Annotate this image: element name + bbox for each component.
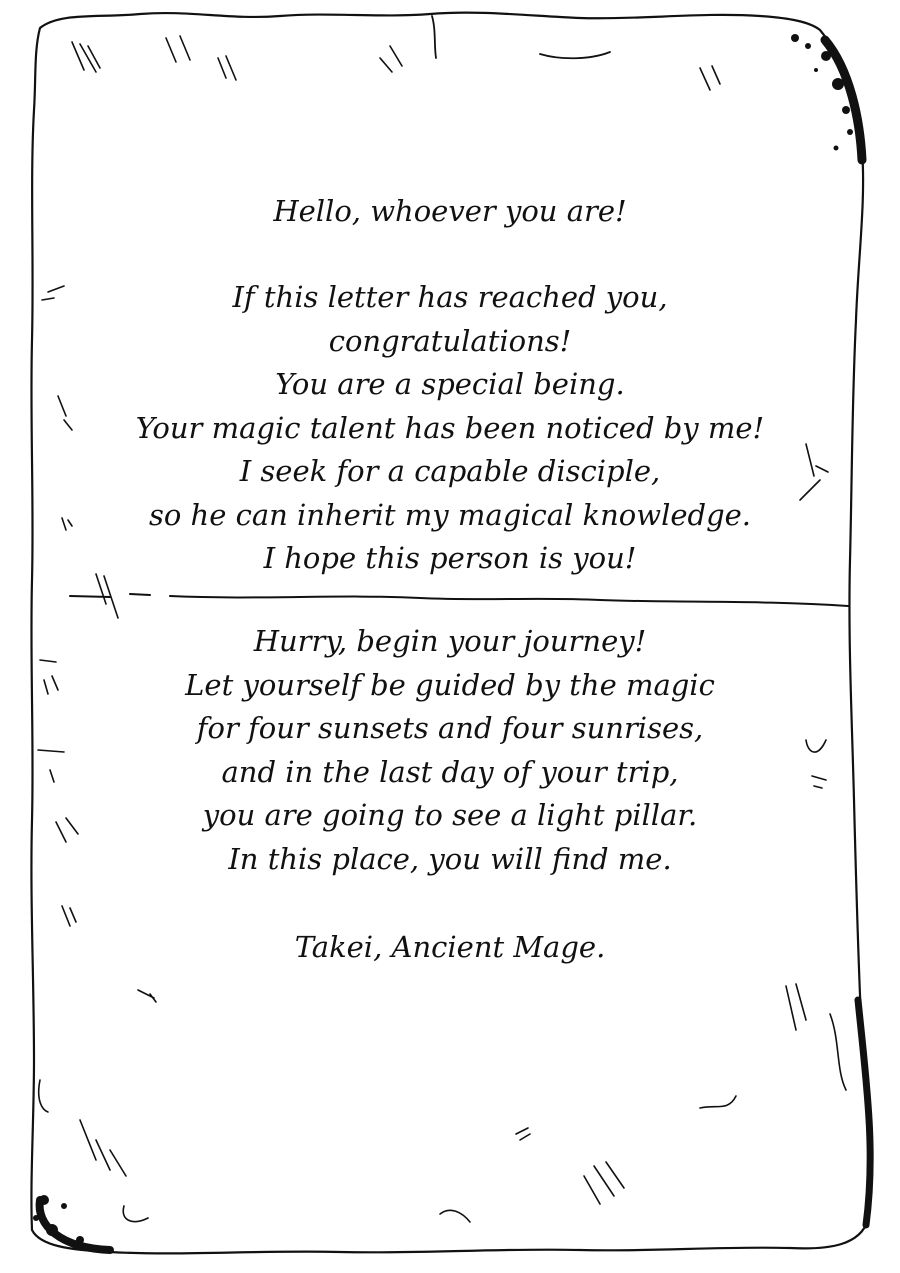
letter-greeting xyxy=(0,190,900,234)
text-line: for four sunsets and four sunrises, xyxy=(196,711,704,745)
letter-signature xyxy=(0,926,900,970)
text-line: you are going to see a light pillar. xyxy=(202,798,698,832)
text-line: Hurry, begin your journey! xyxy=(253,624,647,658)
text-line: In this place, you will find me. xyxy=(228,841,672,876)
letter-paragraph-1 xyxy=(0,276,900,581)
greeting-line: Hello, whoever you are! xyxy=(273,194,627,228)
text-line: I seek for a capable disciple, xyxy=(239,454,661,488)
letter-paragraph-2 xyxy=(0,620,900,881)
text-line: I hope this person is you! xyxy=(263,541,637,575)
fold-line xyxy=(70,594,848,606)
text-line: Your magic talent has been noticed by me! xyxy=(135,410,765,445)
text-line: Let yourself be guided by the magic xyxy=(185,667,715,702)
text-line: You are a special being. xyxy=(275,367,625,401)
signature-line: Takei, Ancient Mage. xyxy=(294,930,606,964)
text-line: so he can inherit my magical knowledge. xyxy=(148,497,752,532)
text-line: congratulations! xyxy=(328,323,572,358)
text-line: If this letter has reached you, xyxy=(232,280,668,314)
text-line: and in the last day of your trip, xyxy=(221,754,679,789)
